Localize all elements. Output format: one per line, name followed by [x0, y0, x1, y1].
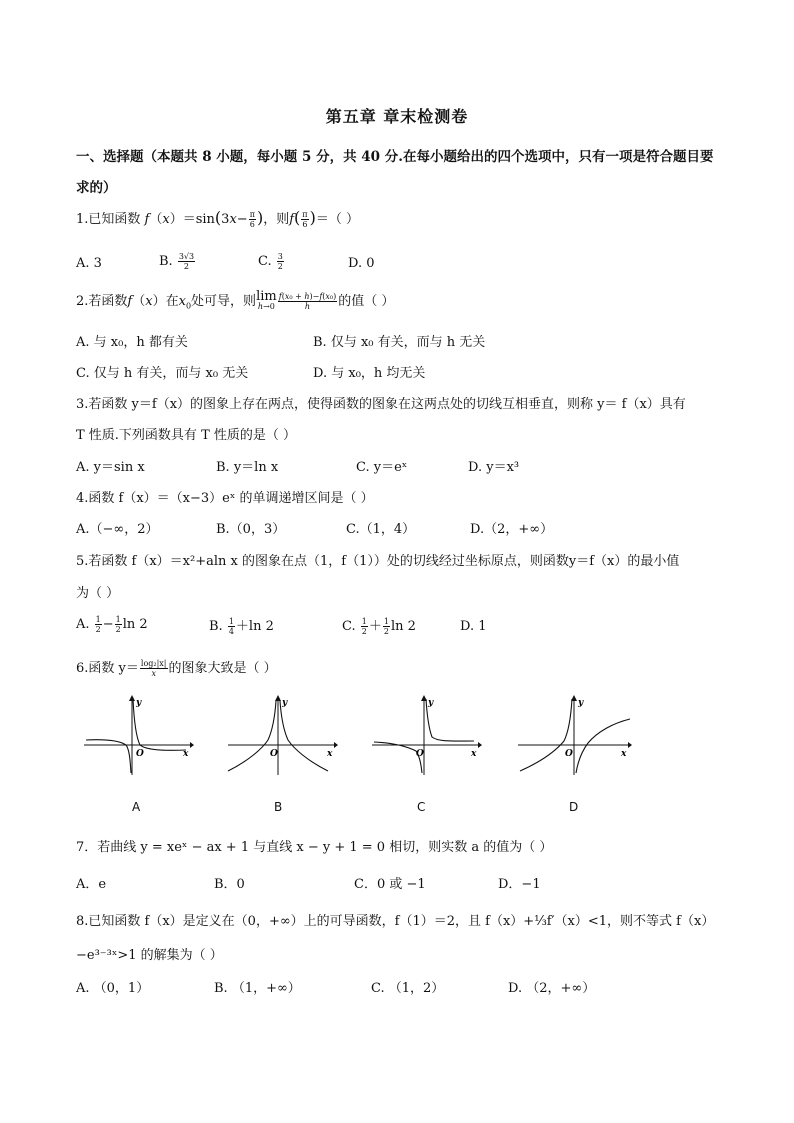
section-heading-line1: 一、选择题（本题共 8 小题，每小题 5 分，共 40 分.在每小题给出的四个选项中，只有一项是符合题目要	[76, 149, 714, 165]
graph-d	[516, 695, 632, 777]
q1-option-b: B. $\frac{3√3}{2}$	[159, 252, 195, 271]
q1-value: f( $\frac{\pi}{6}$ )	[289, 208, 316, 229]
q5-option-b: B. $\frac{1}{4}$ ＋ln 2	[209, 617, 274, 636]
svg-text:y: y	[282, 698, 288, 708]
svg-text:O: O	[416, 749, 424, 759]
q2-option-b: B. 仅与 x₀ 有关，而与 h 无关	[313, 335, 486, 350]
section-heading-line2: 求的）	[76, 180, 117, 196]
svg-text:y: y	[578, 698, 584, 708]
q4-option-a: A.（−∞，2）	[76, 522, 159, 537]
q2-option-a: A. 与 x₀，h 都有关	[76, 335, 188, 350]
q7-option-b: B．0	[214, 877, 245, 892]
q5-option-c: C. $\frac{1}{2}$ ＋ $\frac{1}{2}$ ln 2	[342, 617, 416, 636]
q1-mid: ，则	[263, 212, 290, 227]
question-5-line1: 5.若函数 f（x）＝x²+aln x 的图象在点（1，f（1））处的切线经过坐标原点，则函数y＝f（x）的最小值	[76, 554, 680, 569]
question-2: 2.若函数f（x）在$x_0$处可导，则 lim h→0 $\frac{\text{f(x₀ + h)−f(x₀)}}{h}$ 的值（ ）	[76, 288, 395, 311]
question-4: 4.函数 f（x）＝（x−3）eˣ 的单调递增区间是（ ）	[76, 491, 374, 506]
question-3-line1: 3.若函数 y＝f（x）的图象上存在两点，使得函数的图象在这两点处的切线互相垂直，则称 y＝ f（x）具有	[76, 397, 686, 412]
graph-b	[226, 695, 338, 777]
graph-c	[370, 695, 482, 777]
q1-option-a: A. 3	[76, 256, 102, 271]
graph-a	[82, 695, 194, 777]
question-8-line2: −e³⁻³ˣ>1 的解集为（ ）	[76, 948, 223, 963]
svg-text:x: x	[471, 749, 477, 759]
svg-text:O: O	[136, 749, 144, 759]
svg-text:O: O	[270, 749, 278, 759]
svg-text:y: y	[428, 698, 434, 708]
q2-option-d: D. 与 x₀，h 均无关	[313, 366, 426, 381]
q3-option-a: A. y＝sin x	[76, 460, 145, 475]
question-1	[76, 208, 359, 229]
question-5-line2: 为（ ）	[76, 586, 120, 601]
q1-function: f（x）＝sin(3x− $\frac{\pi}{6}$ )	[144, 208, 264, 229]
q1-end: ＝（ ）	[315, 212, 359, 227]
q8-option-b: B. （1，+∞）	[214, 981, 301, 996]
question-8-line1: 8.已知函数 f（x）是定义在（0，+∞）上的可导函数，f（1）＝2，且 f（x）+⅓f′（x）<1，则不等式 f（x）	[76, 914, 715, 929]
q1-prefix: 1.已知函数	[76, 212, 141, 227]
graph-b-label: B	[274, 800, 283, 814]
q8-option-a: A. （0，1）	[76, 981, 150, 996]
q3-option-b: B. y＝ln x	[216, 460, 279, 475]
q4-option-b: B.（0，3）	[216, 522, 286, 537]
q5-option-d: D. 1	[460, 619, 487, 634]
q2-option-c: C. 仅与 h 有关，而与 x₀ 无关	[76, 366, 249, 381]
q4-option-d: D.（2，+∞）	[470, 522, 554, 537]
question-7: 7．若曲线 y = xeˣ − ax + 1 与直线 x − y + 1 = 0 相切，则实数 a 的值为（ ）	[76, 840, 553, 855]
q1-option-c: C. $\frac{3}{2}$	[258, 252, 283, 271]
q5-option-a: A. $\frac{1}{2}$ − $\frac{1}{2}$ ln 2	[76, 615, 148, 634]
q7-option-a: A．e	[76, 877, 107, 892]
svg-text:x: x	[327, 749, 333, 759]
q8-option-c: C. （1，2）	[371, 981, 445, 996]
svg-text:x: x	[183, 749, 189, 759]
question-3-line2: T 性质.下列函数具有 T 性质的是（ ）	[76, 428, 297, 443]
svg-text:O: O	[565, 749, 573, 759]
question-6: 6.函数 y＝ $\frac{\text{log₂|x|}}{x}$ 的图象大致是（ ）	[76, 659, 277, 678]
q8-option-d: D. （2，+∞）	[508, 981, 596, 996]
page-title: 第五章 章末检测卷	[325, 107, 469, 126]
q3-option-d: D. y＝x³	[468, 460, 520, 475]
q4-option-c: C.（1，4）	[346, 522, 416, 537]
svg-text:x: x	[621, 749, 627, 759]
q3-option-c: C. y＝eˣ	[356, 460, 408, 475]
q1-option-d: D. 0	[348, 256, 375, 271]
q7-option-d: D．−1	[498, 877, 541, 892]
q7-option-c: C．0 或 −1	[354, 877, 426, 892]
graph-d-label: D	[569, 800, 579, 814]
svg-text:y: y	[136, 698, 142, 708]
graph-c-label: C	[417, 800, 426, 814]
graph-a-label: A	[132, 800, 141, 814]
